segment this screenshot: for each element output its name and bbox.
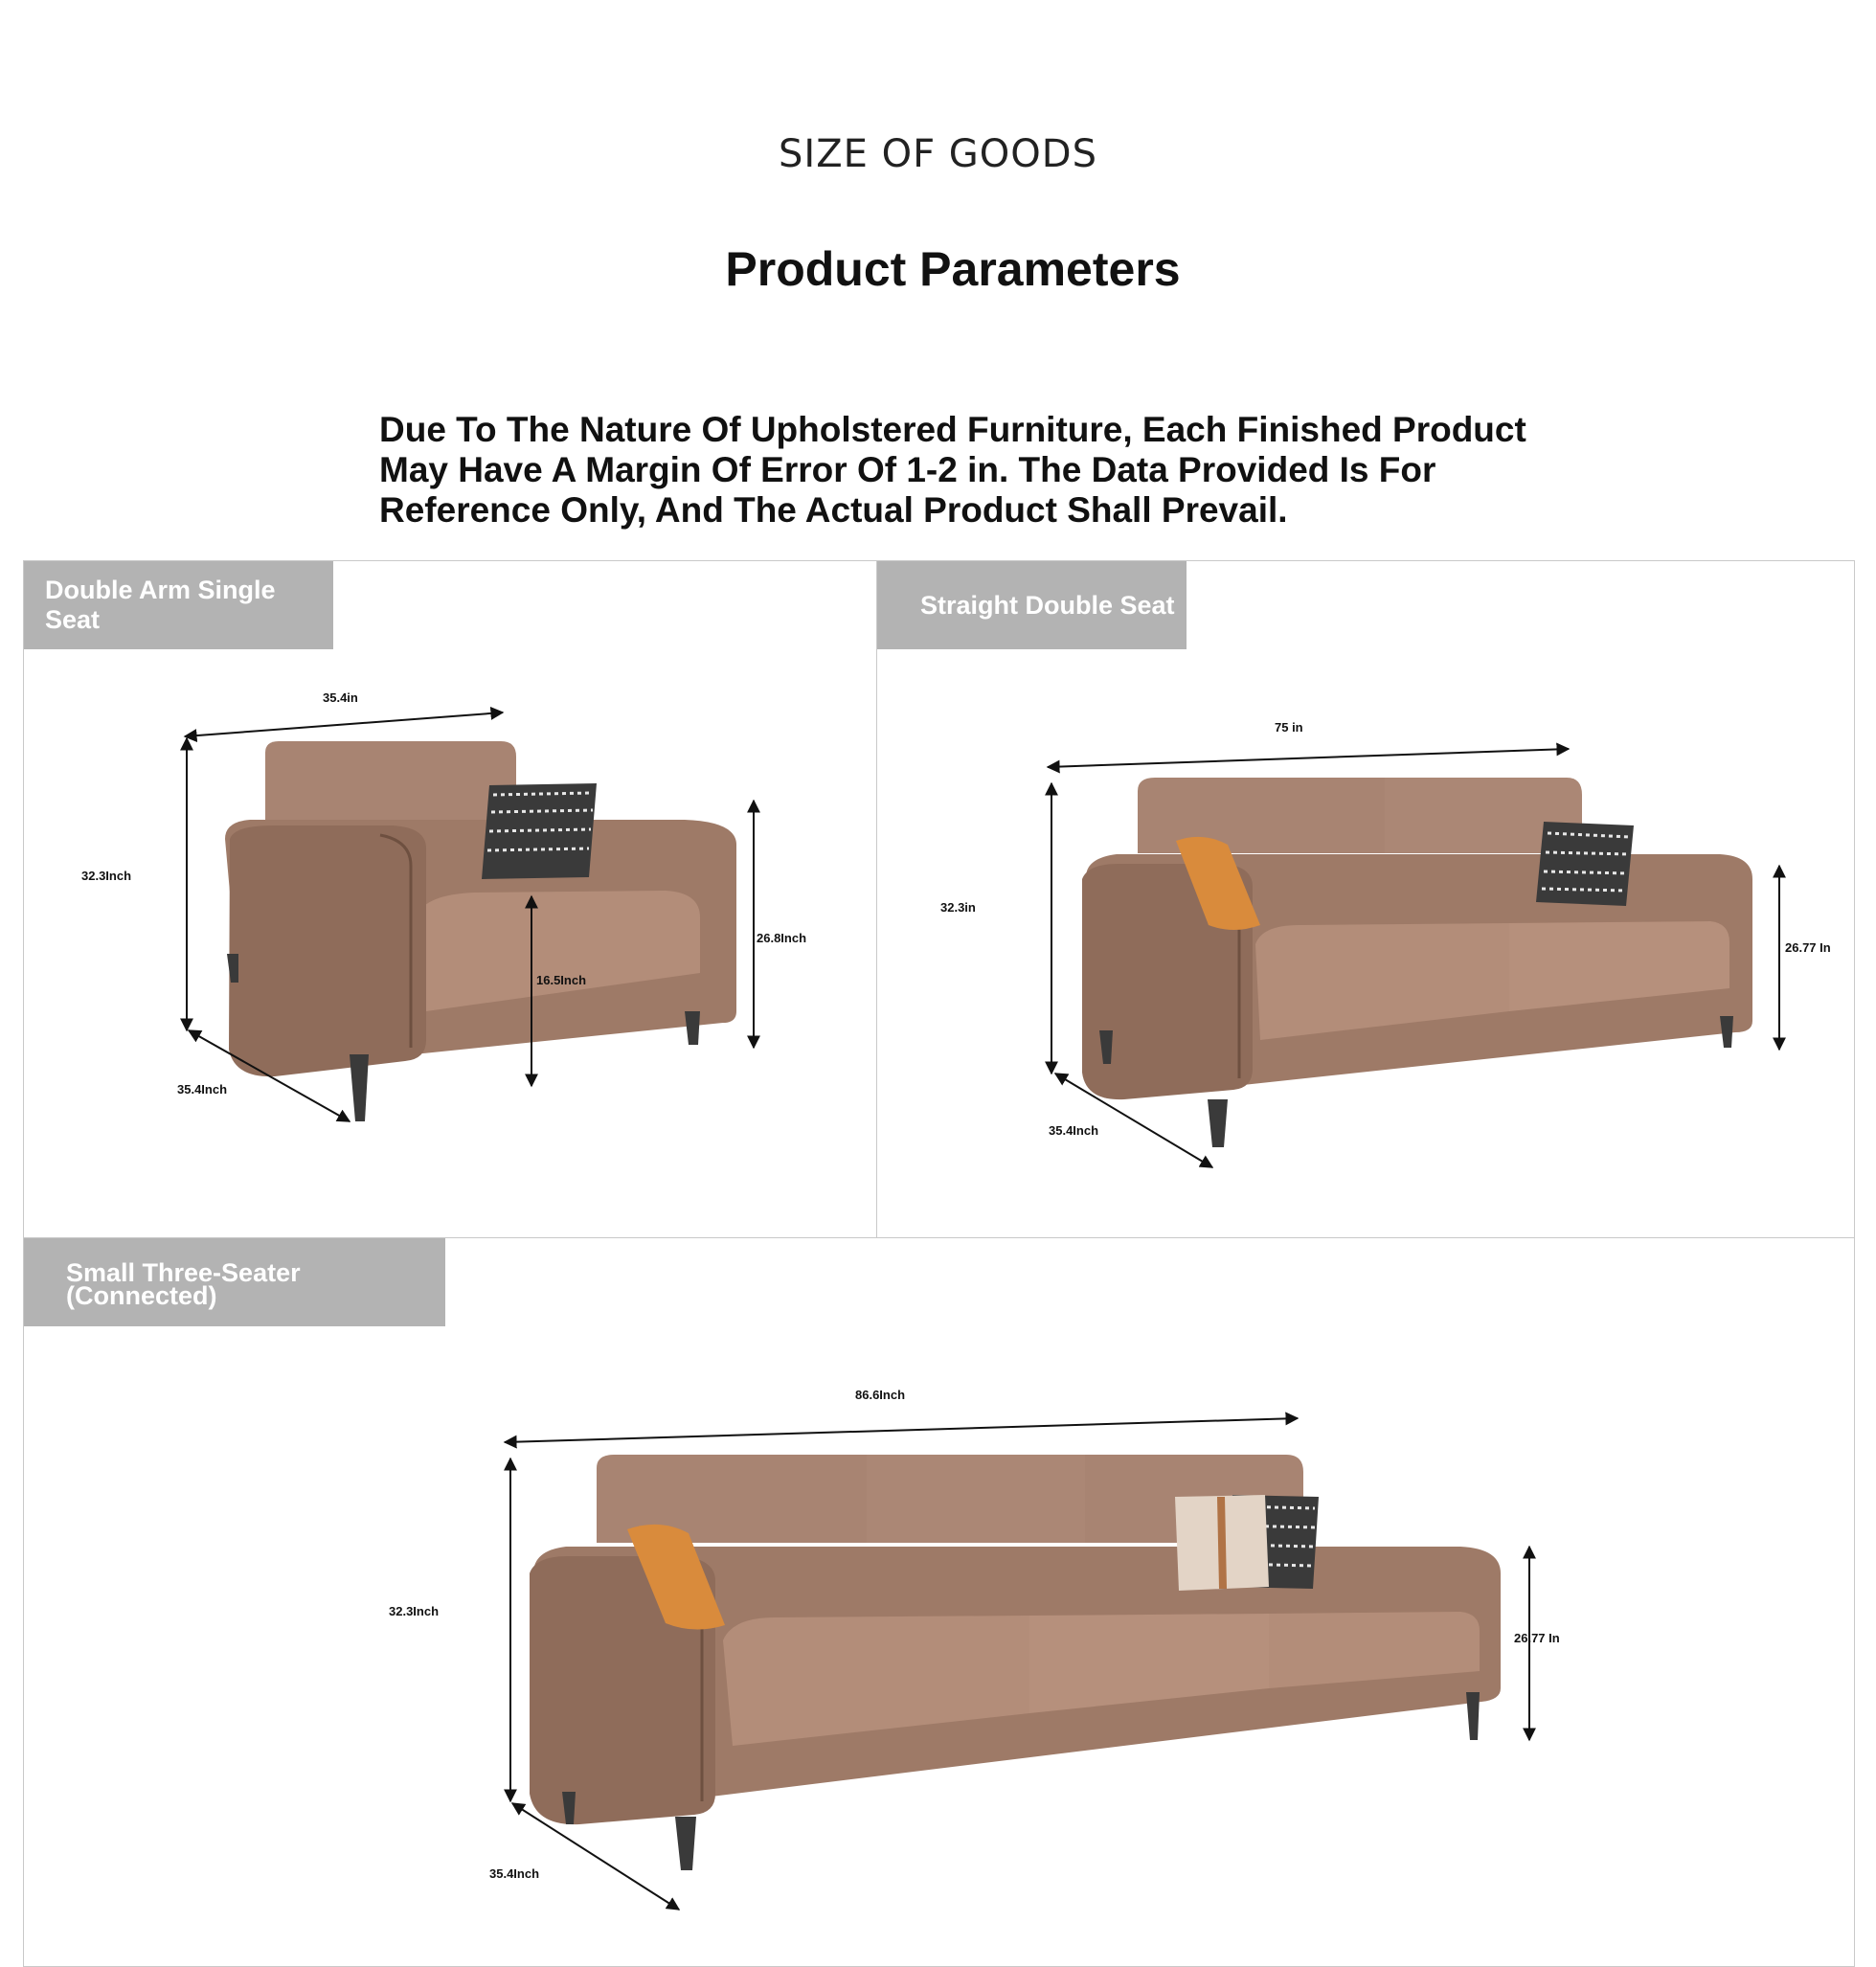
leg-back-left — [227, 954, 238, 983]
dim-width: 35.4in — [323, 690, 358, 705]
leg-back-right — [685, 1011, 700, 1045]
front-arm — [229, 825, 426, 1076]
product-tag: Small Three-Seater (Connected) — [24, 1238, 445, 1326]
dim-arm-height: 26.77 In — [1785, 940, 1831, 955]
page-title: Product Parameters — [725, 242, 1181, 296]
dim-arm-height: 26.77 In — [1514, 1631, 1560, 1645]
dim-seat-height: 16.5Inch — [536, 973, 587, 987]
dim-width: 75 in — [1275, 720, 1303, 735]
dim-height: 32.3Inch — [81, 869, 132, 883]
three-seater-illustration — [24, 1238, 1854, 1966]
three-seater-panel — [23, 1237, 1855, 1967]
leg-back-right — [1720, 1016, 1733, 1048]
back-cushion-middle — [867, 1455, 1085, 1543]
leg-front-left — [1208, 1099, 1228, 1147]
tolerance-notice: Due To The Nature Of Upholstered Furniture, Each Finished Product May Have A Margin Of Error Of 1-2 in. The Data Provided Is For Reference Only, And The Actual Product Shall Prevail. — [379, 410, 1526, 530]
leg-front-left — [350, 1054, 369, 1121]
product-tag: Straight Double Seat — [877, 561, 1187, 649]
single-seat-panel — [23, 560, 877, 1239]
dim-arm-height: 26.8Inch — [757, 931, 807, 945]
dim-height: 32.3Inch — [389, 1604, 440, 1618]
dim-height: 32.3in — [940, 900, 976, 915]
dim-depth: 35.4Inch — [1049, 1123, 1099, 1138]
dim-depth: 35.4Inch — [489, 1866, 540, 1881]
back-cushion — [265, 741, 516, 820]
double-seat-panel — [876, 560, 1855, 1239]
back-cushion-left — [1138, 778, 1385, 853]
leg-back-right — [1466, 1692, 1480, 1740]
double-seat-illustration — [877, 561, 1854, 1238]
leg-front-left — [675, 1817, 696, 1870]
product-tag: Double Arm Single Seat — [24, 561, 333, 649]
single-seat-illustration — [24, 561, 876, 1238]
dim-width: 86.6Inch — [855, 1388, 906, 1402]
dim-depth: 35.4Inch — [177, 1082, 228, 1097]
section-label: SIZE OF GOODS — [779, 132, 1097, 176]
